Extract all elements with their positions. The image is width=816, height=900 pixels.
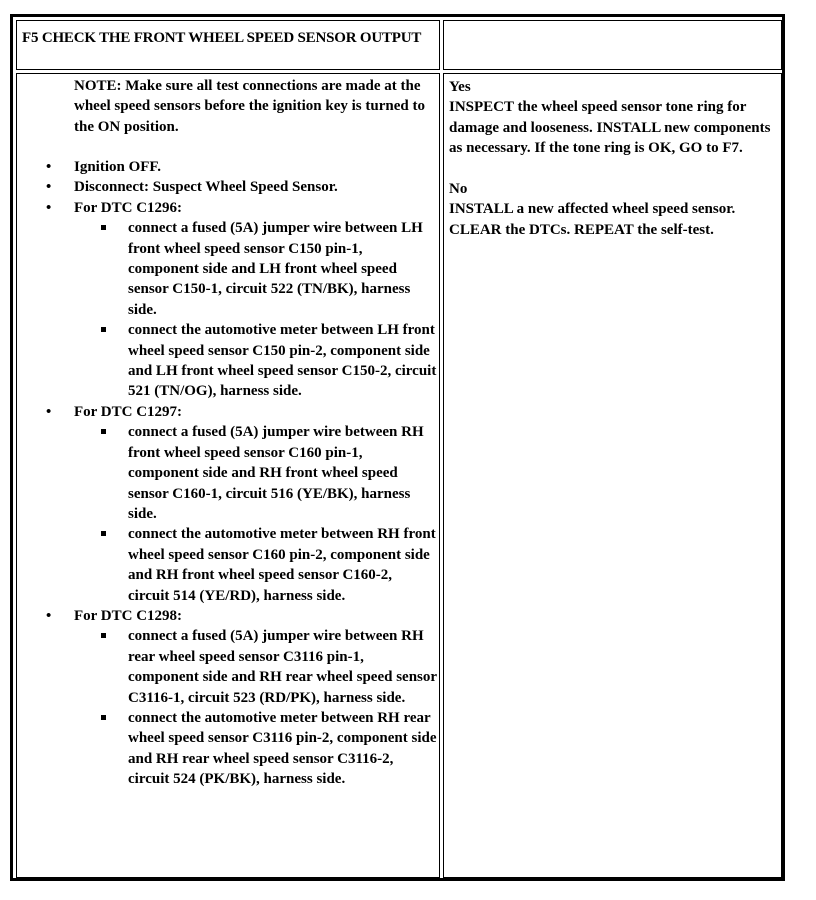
step-text: For DTC C1296: <box>74 199 183 216</box>
result-header-cell <box>443 20 782 70</box>
sub-step-item <box>17 320 437 402</box>
procedure-table <box>10 14 785 881</box>
step-item <box>17 157 437 177</box>
bullet-icon: • <box>46 199 52 216</box>
square-bullet-icon <box>101 708 106 728</box>
sub-step-text: connect a fused (5A) jumper wire between RH front wheel speed sensor C160 pin-1, component side and RH front wheel speed sensor C160-1, circuit 516 (YE/BK), harness side. <box>128 424 424 522</box>
sub-step-text: connect the automotive meter between LH front wheel speed sensor C150 pin-2, component side and LH front wheel speed sensor C150-2, circuit 521 (TN/OG), harness side. <box>128 322 437 400</box>
sub-step-item <box>17 524 437 606</box>
sub-step-text: connect the automotive meter between RH front wheel speed sensor C160 pin-2, component side and RH front wheel speed sensor C160-2, circuit 514 (YE/RD), harness side. <box>128 526 436 604</box>
sub-step-list <box>17 218 437 402</box>
sub-step-item <box>17 708 437 790</box>
step-item <box>17 606 437 626</box>
sub-step-item <box>17 626 437 708</box>
no-action: INSTALL a new affected wheel speed sensor. CLEAR the DTCs. REPEAT the self-test. <box>449 201 736 238</box>
bullet-icon: • <box>46 179 52 196</box>
square-bullet-icon <box>101 320 106 340</box>
sub-step-text: connect a fused (5A) jumper wire between RH rear wheel speed sensor C3116 pin-1, component side and RH rear wheel speed sensor C3116-1, circuit 523 (RD/PK), harness side. <box>128 628 437 706</box>
bullet-icon: • <box>46 607 52 624</box>
sub-step-text: connect the automotive meter between RH rear wheel speed sensor C3116 pin-2, component side and RH rear wheel speed sensor C3116-2, circuit 524 (PK/BK), harness side. <box>128 709 437 788</box>
test-steps-cell <box>16 73 440 878</box>
square-bullet-icon <box>101 218 106 238</box>
sub-step-list <box>17 626 437 789</box>
test-steps-list <box>17 157 437 790</box>
results-cell <box>443 73 782 878</box>
step-text: For DTC C1297: <box>74 403 183 420</box>
sub-step-item <box>17 218 437 320</box>
step-item <box>17 177 437 197</box>
sub-step-item <box>17 422 437 524</box>
bullet-icon: • <box>46 403 52 420</box>
step-item <box>17 402 437 422</box>
yes-label: Yes <box>449 79 471 95</box>
bullet-icon: • <box>46 159 52 175</box>
step-text: Disconnect: Suspect Wheel Speed Sensor. <box>74 179 338 196</box>
step-header-cell <box>16 20 440 70</box>
square-bullet-icon <box>101 626 106 646</box>
sub-step-text: connect a fused (5A) jumper wire between LH front wheel speed sensor C150 pin-1, component side and LH front wheel speed sensor C150-1, circuit 522 (TN/BK), harness side. <box>128 220 423 318</box>
no-label: No <box>449 181 468 198</box>
step-text: For DTC C1298: <box>74 607 183 624</box>
test-note: NOTE: Make sure all test connections are made at the wheel speed sensors before the ignition key is turned to the ON position. <box>74 78 425 135</box>
step-title: F5 CHECK THE FRONT WHEEL SPEED SENSOR OUTPUT <box>22 30 422 46</box>
step-text: Ignition OFF. <box>74 159 161 175</box>
square-bullet-icon <box>101 422 106 442</box>
yes-action: INSPECT the wheel speed sensor tone ring for damage and looseness. INSTALL new components as necessary. If the tone ring is OK, GO to F7. <box>449 99 771 157</box>
square-bullet-icon <box>101 524 106 544</box>
step-item <box>17 198 437 218</box>
sub-step-list <box>17 422 437 606</box>
spacer <box>449 159 781 179</box>
